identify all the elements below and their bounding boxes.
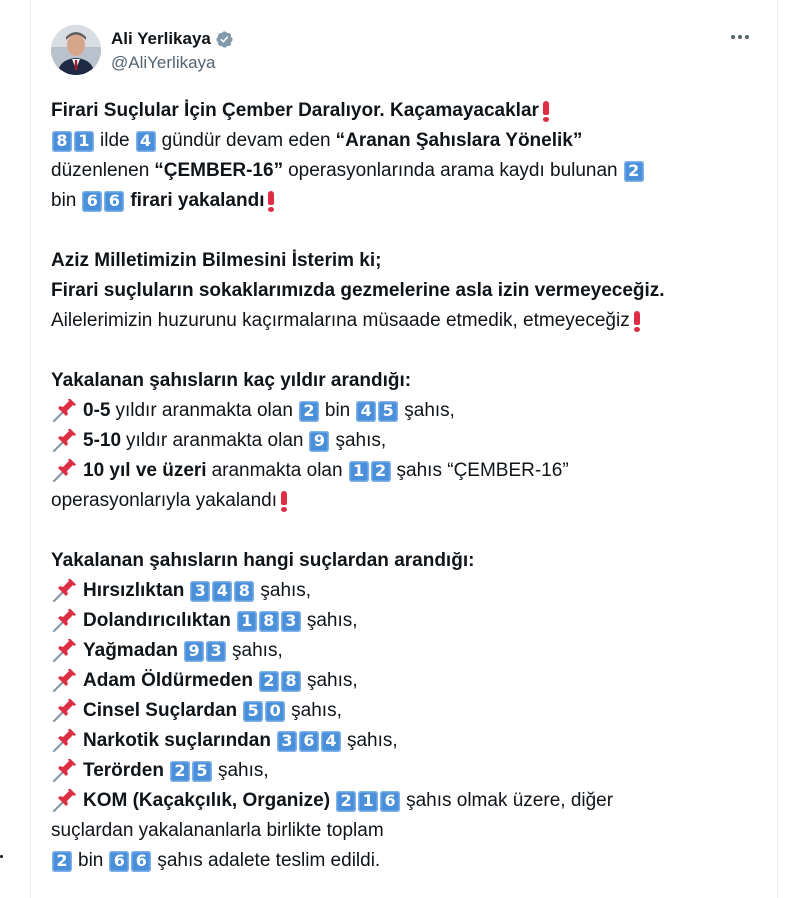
tweet-line <box>51 456 763 486</box>
tweet-line <box>51 816 763 846</box>
crime-row <box>51 576 763 606</box>
crime-label: Terörden <box>83 760 164 781</box>
text-segment: yıldır aranmakta olan <box>115 400 293 421</box>
bold-segment: “Aranan Şahıslara Yönelik” <box>335 130 583 151</box>
keycap-digit: 3 <box>206 641 226 662</box>
keycap-digit: 2 <box>299 401 319 422</box>
keycap-digit: 2 <box>336 791 356 812</box>
keycap-digit: 0 <box>265 701 285 722</box>
more-options-icon[interactable] <box>725 25 755 49</box>
crime-list <box>51 576 763 816</box>
keycap-digit: 1 <box>74 131 94 152</box>
tweet-line <box>51 396 763 426</box>
avatar[interactable] <box>51 25 101 75</box>
keycap-digit: 6 <box>82 191 102 212</box>
text-segment: operasyonlarıyla yakalandı <box>51 490 278 511</box>
crime-row <box>51 756 763 786</box>
tweet-line <box>51 246 763 276</box>
text-segment: şahıs, <box>291 700 342 721</box>
crime-label: Hırsızlıktan <box>83 580 185 601</box>
keycap-digit: 5 <box>378 401 398 422</box>
tweet-line <box>51 306 763 336</box>
pushpin-icon <box>51 429 77 453</box>
text-segment: şahıs, <box>217 760 269 781</box>
tweet-line <box>51 546 763 576</box>
keycap-digit: 8 <box>281 671 301 692</box>
text-segment: aranmakta olan <box>211 460 343 481</box>
keycap-digit: 6 <box>131 851 151 872</box>
tweet-text <box>51 96 763 876</box>
crime-label: Narkotik suçlarından <box>83 730 271 751</box>
crime-label: Cinsel Suçlardan <box>83 700 238 721</box>
bold-segment: Aziz Milletimizin Bilmesini İsterim ki; <box>51 250 382 271</box>
red-exclamation-icon <box>280 490 288 512</box>
bold-segment: firari yakalandı <box>130 190 265 211</box>
keycap-digit: 3 <box>277 731 297 752</box>
tweet-line <box>51 276 763 306</box>
crime-label: Dolandırıcılıktan <box>83 610 231 631</box>
tweet-line <box>51 426 763 456</box>
text-segment: suçlardan yakalananlarla birlikte toplam <box>51 820 384 841</box>
tweet-line <box>51 96 763 126</box>
keycap-digit: 2 <box>259 671 279 692</box>
text-segment: şahıs, <box>232 640 283 661</box>
text-segment: şahıs, <box>306 610 358 631</box>
text-segment: yıldır aranmakta olan <box>126 430 304 451</box>
keycap-digit: 8 <box>259 611 279 632</box>
crime-label: Adam Öldürmeden <box>83 670 253 691</box>
section-heading: Yakalanan şahısların kaç yıldır arandığı: <box>51 370 412 391</box>
crime-row <box>51 606 763 636</box>
text-segment: şahıs, <box>346 730 398 751</box>
keycap-digit: 4 <box>212 581 232 602</box>
bold-segment: Firari suçluların sokaklarımızda gezmelerine asla izin vermeyeceğiz. <box>51 280 665 301</box>
author-handle[interactable]: @AliYerlikaya <box>111 53 216 72</box>
crime-label: Yağmadan <box>83 640 179 661</box>
keycap-digit: 4 <box>321 731 341 752</box>
verified-badge-icon <box>215 30 234 49</box>
tweet-line <box>51 126 763 156</box>
crime-row <box>51 636 763 666</box>
crime-row <box>51 696 763 726</box>
pushpin-icon <box>51 729 77 753</box>
keycap-digit: 8 <box>234 581 254 602</box>
red-exclamation-icon <box>267 190 275 212</box>
keycap-digit: 1 <box>358 791 378 812</box>
pushpin-icon <box>51 789 77 813</box>
text-segment: şahıs, <box>404 400 455 421</box>
tweet-line <box>51 366 763 396</box>
author-display-name[interactable]: Ali Yerlikaya <box>111 29 211 48</box>
text-segment: bin <box>51 190 77 211</box>
tweet-line <box>51 486 763 516</box>
keycap-digit: 3 <box>281 611 301 632</box>
pushpin-icon <box>51 669 77 693</box>
red-exclamation-icon <box>542 100 550 122</box>
text-segment: şahıs, <box>260 580 312 601</box>
pushpin-icon <box>51 459 77 483</box>
keycap-digit: 9 <box>309 431 329 452</box>
text-segment: Ailelerimizin huzurunu kaçırmalarına müsaade etmedik, etmeyeceğiz <box>51 310 630 331</box>
keycap-digit: 6 <box>104 191 124 212</box>
keycap-digit: 4 <box>136 131 156 152</box>
tweet-line <box>51 846 763 876</box>
pushpin-icon <box>51 639 77 663</box>
pushpin-icon <box>51 399 77 423</box>
text-segment: şahıs olmak üzere, diğer <box>406 790 614 811</box>
tweet-header <box>51 25 763 77</box>
keycap-digit: 1 <box>237 611 257 632</box>
crime-label: KOM (Kaçakçılık, Organize) <box>83 790 331 811</box>
text-segment: gündür devam eden <box>161 130 331 151</box>
text-segment: bin <box>324 400 351 421</box>
keycap-digit: 9 <box>184 641 204 662</box>
author-block <box>111 29 234 74</box>
text-segment: şahıs adalete teslim edildi. <box>157 850 381 871</box>
keycap-digit: 6 <box>380 791 400 812</box>
keycap-digit: 2 <box>624 161 644 182</box>
keycap-digit: 2 <box>170 761 190 782</box>
pushpin-icon <box>51 759 77 783</box>
keycap-digit: 5 <box>192 761 212 782</box>
keycap-digit: 1 <box>349 461 369 482</box>
text-segment: operasyonlarında arama kaydı bulunan <box>288 160 618 181</box>
text-segment: bin <box>78 850 104 871</box>
text-segment: şahıs “ÇEMBER-16” <box>396 460 569 481</box>
keycap-digit: 4 <box>356 401 376 422</box>
scroll-marker-dot <box>0 855 3 858</box>
headline: Firari Suçlular İçin Çember Daralıyor. Kaçamayacaklar <box>51 100 539 121</box>
bold-segment: “ÇEMBER-16” <box>154 160 284 181</box>
text-segment: şahıs, <box>335 430 387 451</box>
keycap-digit: 8 <box>52 131 72 152</box>
red-exclamation-icon <box>633 310 641 332</box>
keycap-digit: 3 <box>190 581 210 602</box>
keycap-digit: 6 <box>109 851 129 872</box>
section-heading: Yakalanan şahısların hangi suçlardan arandığı: <box>51 550 475 571</box>
tweet-line <box>51 186 763 216</box>
crime-row <box>51 726 763 756</box>
pushpin-icon <box>51 579 77 603</box>
crime-row <box>51 666 763 696</box>
keycap-digit: 2 <box>371 461 391 482</box>
keycap-digit: 6 <box>299 731 319 752</box>
keycap-digit: 2 <box>52 851 72 872</box>
bold-segment: 0-5 <box>83 400 111 421</box>
text-segment: düzenlenen <box>51 160 150 181</box>
bold-segment: 5-10 <box>83 430 122 451</box>
pushpin-icon <box>51 699 77 723</box>
tweet-line <box>51 156 763 186</box>
text-segment: ilde <box>100 130 130 151</box>
crime-row <box>51 786 763 816</box>
keycap-digit: 5 <box>243 701 263 722</box>
text-segment: şahıs, <box>306 670 358 691</box>
pushpin-icon <box>51 609 77 633</box>
bold-segment: 10 yıl ve üzeri <box>83 460 207 481</box>
